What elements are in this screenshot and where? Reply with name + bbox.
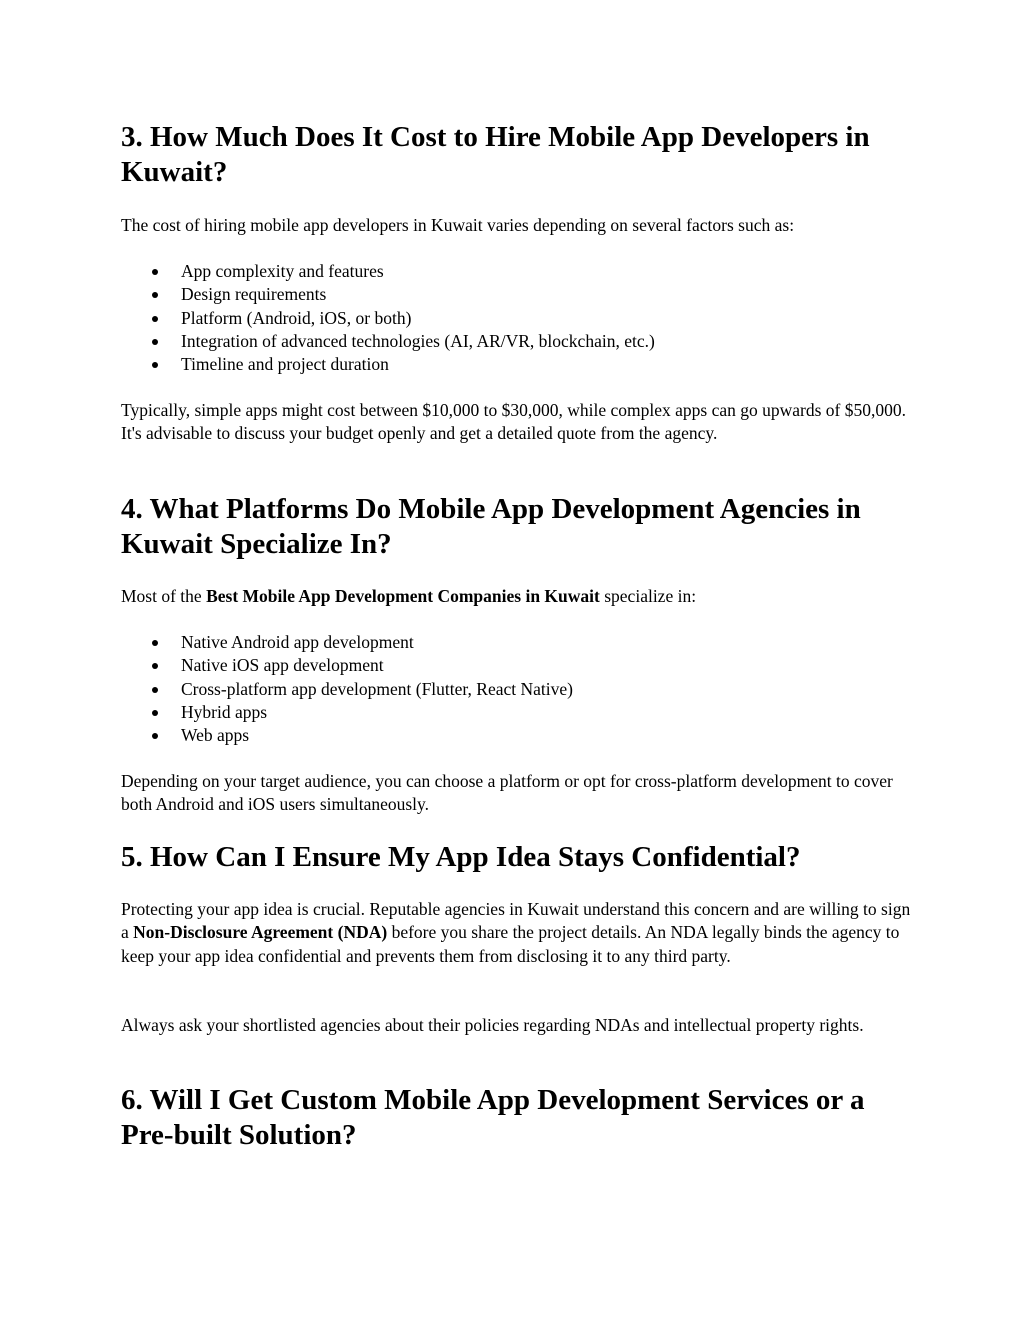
list-item: Hybrid apps bbox=[121, 701, 911, 724]
section-3-intro: The cost of hiring mobile app developers in Kuwait varies depending on several factors such as: bbox=[121, 215, 795, 235]
section-3-heading: 3. How Much Does It Cost to Hire Mobile App Developers in Kuwait? bbox=[121, 121, 870, 188]
nda-bold-text: Non-Disclosure Agreement (NDA) bbox=[133, 922, 388, 943]
list-item: Platform (Android, iOS, or both) bbox=[121, 307, 911, 330]
section-6-heading: 6. Will I Get Custom Mobile App Development Services or a Pre-built Solution? bbox=[121, 1084, 865, 1151]
section-4-platform-list bbox=[121, 631, 911, 747]
section-3-closing: Typically, simple apps might cost between $10,000 to $30,000, while complex apps can go upwards of $50,000. It's advisable to discuss your budget openly and get a detailed quote from the agency. bbox=[121, 400, 907, 444]
bullet-icon bbox=[152, 292, 158, 298]
list-item: Timeline and project duration bbox=[121, 353, 911, 376]
bullet-icon bbox=[152, 687, 158, 693]
section-4-intro: Most of the Best Mobile App Development Companies in Kuwait specialize in: bbox=[121, 586, 697, 606]
list-item: Design requirements bbox=[121, 283, 911, 306]
list-item: Native iOS app development bbox=[121, 654, 911, 677]
list-item: Native Android app development bbox=[121, 631, 911, 654]
section-3-factor-list bbox=[121, 260, 911, 376]
bullet-icon bbox=[152, 316, 158, 322]
section-4-closing: Depending on your target audience, you can choose a platform or opt for cross-platform development to cover both Android and iOS users simultaneously. bbox=[121, 771, 893, 815]
list-item: Integration of advanced technologies (AI, AR/VR, blockchain, etc.) bbox=[121, 330, 911, 353]
bullet-icon bbox=[152, 710, 158, 716]
section-5-paragraph-1: Protecting your app idea is crucial. Reputable agencies in Kuwait understand this concern and are willing to sign a Non-Disclosure Agreement (NDA) before you share the project details. An NDA legally binds the agency to keep your app idea confidential and prevents them from disclosing it to any third party. bbox=[121, 899, 911, 966]
list-item: Cross-platform app development (Flutter, React Native) bbox=[121, 678, 911, 701]
bullet-icon bbox=[152, 640, 158, 646]
bullet-icon bbox=[152, 339, 158, 345]
section-4-heading: 4. What Platforms Do Mobile App Development Agencies in Kuwait Specialize In? bbox=[121, 493, 861, 560]
bullet-icon bbox=[152, 733, 158, 739]
bullet-icon bbox=[152, 663, 158, 669]
bullet-icon bbox=[152, 269, 158, 275]
list-item: App complexity and features bbox=[121, 260, 911, 283]
bullet-icon bbox=[152, 362, 158, 368]
section-5-heading: 5. How Can I Ensure My App Idea Stays Confidential? bbox=[121, 841, 801, 873]
section-5-paragraph-2: Always ask your shortlisted agencies about their policies regarding NDAs and intellectual property rights. bbox=[121, 1015, 864, 1035]
list-item: Web apps bbox=[121, 724, 911, 747]
best-companies-bold-text: Best Mobile App Development Companies in Kuwait bbox=[206, 586, 600, 606]
